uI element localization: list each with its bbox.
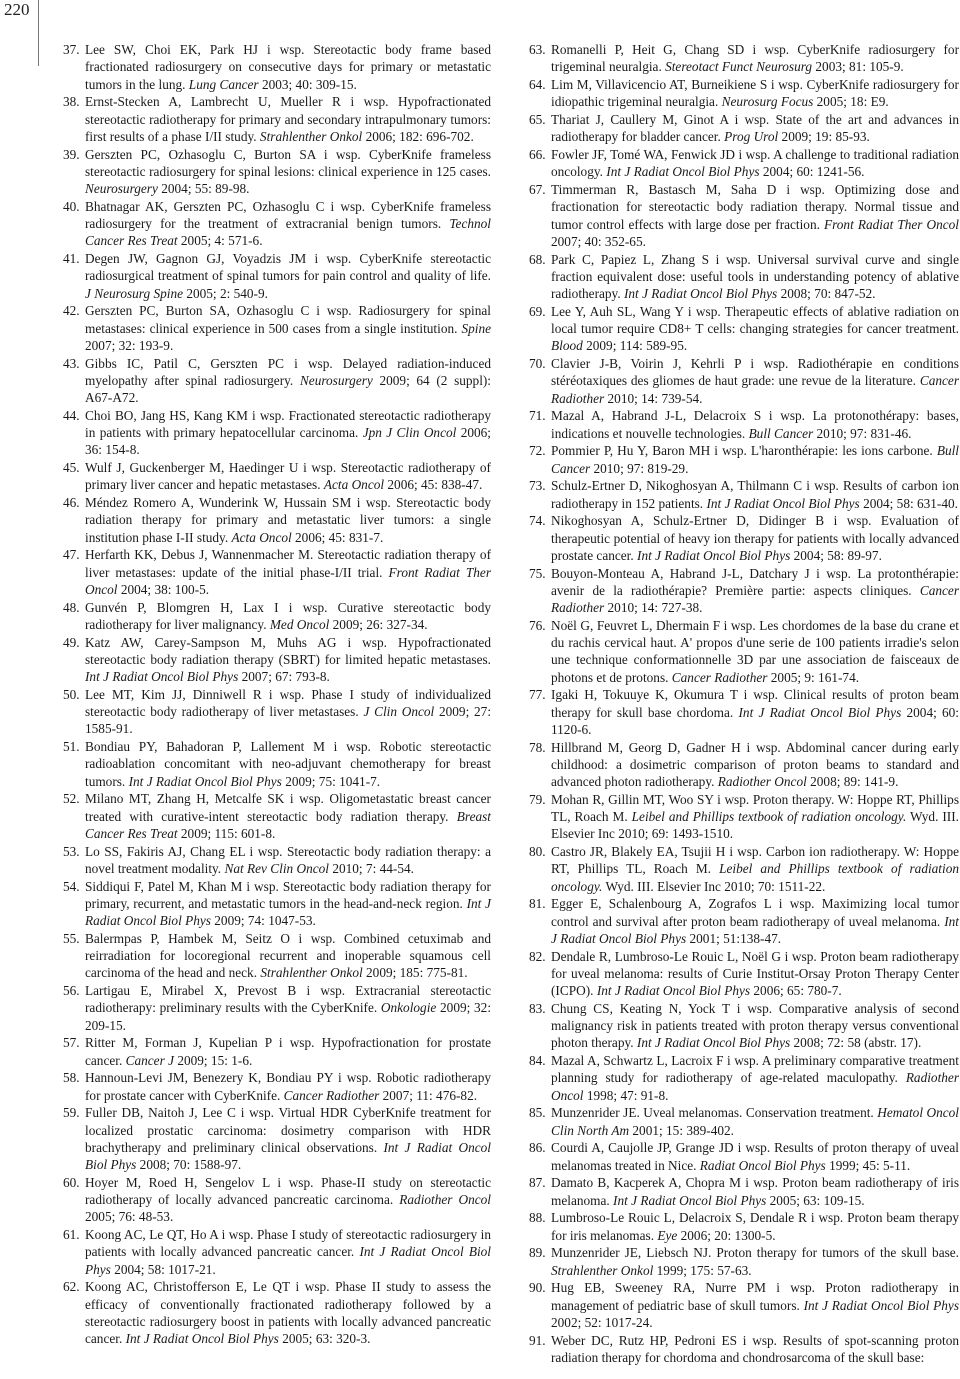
reference-text: Bouyon-Monteau A, Habrand J-L, Datchary J i wsp. La protonthérapie: avenir de la radiothérapie? Première partie: aspects cliniques. — [551, 565, 959, 598]
reference-number: 88. — [529, 1210, 546, 1226]
reference-journal: Lung Cancer — [188, 76, 259, 92]
reference-text: Hug EB, Sweeney RA, Nurre PM i wsp. Proton radiotherapy in management of pediatric base of skull tumors. — [551, 1280, 959, 1313]
references-column-left — [63, 41, 491, 1348]
reference-number: 38. — [63, 94, 80, 110]
reference-journal: Int J Radiat Oncol Biol Phys — [125, 1331, 279, 1346]
reference-citation: 1999; 175: 57-63. — [656, 1262, 752, 1278]
reference-number: 83. — [529, 1000, 546, 1016]
reference-number: 50. — [63, 686, 80, 702]
reference-number: 39. — [63, 146, 80, 162]
reference-journal: Int J Radiat Oncol Biol Phys — [738, 704, 902, 720]
margin-rule — [38, 0, 39, 66]
reference-journal: Int J Radiat Oncol Biol Phys — [85, 1244, 492, 1277]
reference-citation: 1998; 47: 91-8. — [586, 1087, 669, 1103]
reference-number: 42. — [63, 303, 80, 319]
reference-citation: 2004; 55: 89-98. — [161, 181, 250, 196]
references-column-right — [529, 41, 959, 1367]
reference-entry — [529, 791, 959, 843]
reference-citation: 2006; 182: 696-702. — [365, 128, 474, 144]
reference-journal: Int J Radiat Oncol Biol Phys — [623, 286, 778, 301]
reference-citation: 2008; 89: 141-9. — [810, 774, 899, 789]
reference-text: Choi BO, Jang HS, Kang KM i wsp. Fractionated stereotactic radiotherapy in patients with primary hepatocellular carcinoma. — [85, 407, 491, 440]
reference-citation: 2010; 14: 739-54. — [607, 390, 703, 406]
reference-citation: 2008; 70: 1588-97. — [139, 1157, 242, 1172]
reference-text: Hoyer M, Roed H, Sengelov L i wsp. Phase-II study on stereotactic radiotherapy of locally advanced pancreatic carcinoma. — [85, 1174, 491, 1207]
reference-text: Ernst-Stecken A, Lambrecht U, Mueller R i wsp. Hypofractionated stereotactic radiotherapy for primary and secondary intrapulmonary tumors: first results of a phase I/II study. — [85, 94, 491, 144]
reference-text: Lo SS, Fakiris AJ, Chang EL i wsp. Stereotactic body radiation therapy: a novel treatment modality. — [85, 843, 491, 876]
reference-number: 54. — [63, 878, 80, 894]
reference-journal: Leibel and Phillips textbook of radiation oncology. — [631, 809, 907, 824]
reference-text: Thariat J, Caullery M, Ginot A i wsp. State of the art and advances in radiotherapy for bladder cancer. — [551, 112, 959, 145]
reference-number: 73. — [529, 478, 546, 494]
reference-entry — [529, 407, 959, 442]
reference-journal: Neurosurgery — [299, 372, 373, 388]
reference-text: Siddiqui F, Patel M, Khan M i wsp. Stereotactic body radiation therapy for primary, recurrent, and metastatic tumors in the head-and-neck region. — [85, 878, 491, 911]
reference-citation: 2004; 58: 89-97. — [793, 547, 882, 563]
reference-text: Chung CS, Keating N, Yock T i wsp. Comparative analysis of second malignancy risk in patients treated with proton therapy versus conventional photon therapy. — [551, 1000, 959, 1051]
reference-citation: 2010; 97: 819-29. — [593, 460, 689, 476]
reference-number: 37. — [63, 42, 80, 57]
reference-citation: 2004; 58: 1017-21. — [114, 1261, 216, 1277]
reference-number: 63. — [529, 42, 546, 57]
reference-text: Dendale R, Lumbroso-Le Rouic L, Noël G i wsp. Proton beam radiotherapy for uveal melanoma: results of Curie Institut-Orsay Proton Therapy Center (ICPO). — [551, 948, 959, 998]
reference-journal: Acta Oncol — [231, 529, 292, 545]
reference-citation: Wyd. III. Elsevier Inc 2010; 70: 1511-22. — [605, 878, 826, 894]
reference-number: 62. — [63, 1279, 80, 1295]
reference-text: Milano MT, Zhang H, Metcalfe SK i wsp. Oligometastatic breast cancer treated with curative-intent stereotactic body radiation therapy. — [85, 791, 491, 824]
reference-citation: 2007; 11: 476-82. — [382, 1087, 478, 1103]
reference-text: Egger E, Schalenbourg A, Zografos L i wsp. Maximizing local tumor control and survival after proton beam radiotherapy of uveal melanoma. — [551, 896, 959, 929]
reference-citation: 2009; 115: 601-8. — [180, 825, 276, 841]
reference-entry — [63, 146, 491, 198]
reference-text: Degen JW, Gagnon GJ, Voyadzis JM i wsp. CyberKnife stereotactic radiosurgical treatment of spinal tumors for pain control and quality of life. — [85, 251, 491, 284]
reference-journal: Int J Radiat Oncol Biol Phys — [606, 164, 760, 180]
reference-number: 78. — [529, 739, 546, 755]
reference-number: 40. — [63, 198, 80, 214]
reference-citation: 2003; 81: 105-9. — [815, 59, 904, 75]
reference-text: Pommier P, Hu Y, Baron MH i wsp. L'haronthérapie: les ions carbone. — [551, 443, 933, 459]
reference-citation: 2001; 15: 389-402. — [632, 1122, 734, 1138]
reference-journal: Neurosurgery — [85, 181, 158, 196]
reference-entry — [63, 1034, 491, 1069]
reference-text: Koong AC, Christofferson E, Le QT i wsp. Phase II study to assess the efficacy of conventionally fractionated radiotherapy followed by a stereotactic radiosurgery boost in patients with locally advanced pancreatic cancer. — [85, 1279, 491, 1346]
reference-text: Hannoun-Levi JM, Benezery K, Bondiau PY i wsp. Robotic radiotherapy for prostate cancer with CyberKnife. — [85, 1070, 491, 1103]
reference-citation: 2010; 7: 44-54. — [332, 860, 414, 876]
reference-entry — [529, 1104, 959, 1139]
reference-number: 69. — [529, 303, 546, 319]
reference-journal: Acta Oncol — [323, 477, 385, 493]
reference-text: Timmerman R, Bastasch M, Saha D i wsp. Optimizing dose and fractionation for stereotactic body radiation therapy. Normal tissue and tumor control effects with large dose per fraction. — [551, 182, 959, 232]
reference-entry — [63, 93, 491, 145]
reference-text: Wulf J, Guckenberger M, Haedinger U i wsp. Stereotactic radiotherapy of primary liver cancer and hepatic metastases. — [85, 460, 491, 493]
reference-journal: Cancer J — [125, 1052, 174, 1068]
reference-citation: 2009; 27: 1585-91. — [85, 704, 492, 737]
reference-entry — [529, 617, 959, 686]
reference-entry — [63, 982, 491, 1034]
reference-text: Courdi A, Caujolle JP, Grange JD i wsp. Results of proton therapy of uveal melanomas treated in Nice. — [551, 1140, 959, 1173]
reference-entry — [63, 546, 491, 598]
reference-journal: Spine — [461, 320, 492, 336]
reference-journal: Jpn J Clin Oncol — [362, 425, 457, 440]
reference-journal: Leibel and Phillips textbook of radiation oncology. — [551, 861, 959, 894]
reference-citation: 2004; 60: 1241-56. — [762, 164, 865, 180]
reference-entry — [529, 686, 959, 738]
reference-journal: Eye — [657, 1227, 678, 1243]
reference-citation: 2007; 32: 193-9. — [85, 337, 174, 353]
reference-entry — [63, 494, 491, 546]
reference-journal: Front Radiat Ther Oncol — [85, 564, 491, 597]
reference-journal: Int J Radiat Oncol Biol Phys — [85, 895, 492, 928]
reference-entry — [63, 459, 491, 494]
reference-number: 47. — [63, 547, 80, 563]
reference-text: Bhatnagar AK, Gerszten PC, Ozhasoglu C i wsp. CyberKnife frameless radiosurgery for the treatment of extracranial benign tumors. — [85, 198, 491, 231]
reference-text: Park C, Papiez L, Zhang S i wsp. Universal survival curve and single fraction equivalent dose: useful tools in understanding potency of ablative radiotherapy. — [551, 251, 959, 301]
reference-number: 58. — [63, 1070, 80, 1086]
reference-journal: Int J Radiat Oncol Biol Phys — [637, 547, 791, 563]
reference-citation: 2005; 4: 571-6. — [180, 233, 263, 249]
reference-citation: 2008; 72: 58 (abstr. 17). — [793, 1035, 922, 1051]
reference-number: 66. — [529, 147, 546, 162]
reference-entry — [63, 41, 491, 93]
reference-journal: Cancer Radiother — [671, 669, 768, 685]
reference-number: 67. — [529, 182, 546, 197]
reference-text: Lee Y, Auh SL, Wang Y i wsp. Therapeutic effects of ablative radiation on local tumor require CD8+ T cells: changing strategies for cancer treatment. — [551, 303, 959, 336]
reference-citation: 2003; 40: 309-15. — [261, 76, 357, 92]
reference-citation: Wyd. III. Elsevier Inc 2010; 69: 1493-1510. — [551, 809, 959, 842]
reference-text: Noël G, Feuvret L, Dhermain F i wsp. Les chordomes de la base du crane et du rachis cervical haut. A' propos d'une serie de 100 patients irradie's selon une technique conformationnelle 3D par une association de faisceaux de photons et de protons. — [551, 617, 959, 685]
reference-number: 84. — [529, 1053, 546, 1068]
reference-entry — [529, 1244, 959, 1279]
reference-journal: Int J Radiat Oncol Biol Phys — [85, 1139, 491, 1172]
reference-entry — [63, 250, 491, 302]
reference-text: Schulz-Ertner D, Nikoghosyan A, Thilmann C i wsp. Results of carbon ion radiotherapy in 152 patients. — [551, 478, 959, 511]
reference-text: Hillbrand M, Georg D, Gadner H i wsp. Abdominal cancer during early childhood: a dosimetric comparison of proton beams to standard and advanced photon radiotherapy. — [551, 739, 959, 789]
reference-journal: J Clin Oncol — [363, 704, 435, 719]
reference-citation: 2008; 70: 847-52. — [780, 286, 876, 301]
reference-journal: Bull Cancer — [748, 425, 814, 441]
reference-entry — [529, 1000, 959, 1052]
reference-text: Munzenrider JE. Uveal melanomas. Conservation treatment. — [551, 1105, 874, 1121]
reference-text: Lim M, Villavicencio AT, Burneikiene S i wsp. CyberKnife radiosurgery for idiopathic trigeminal neuralgia. — [551, 77, 959, 110]
reference-entry — [529, 895, 959, 947]
reference-journal: Int J Radiat Oncol Biol Phys — [613, 1192, 767, 1208]
reference-citation: 2009; 75: 1041-7. — [285, 773, 381, 789]
reference-text: Damato B, Kacperek A, Chopra M i wsp. Proton beam radiotherapy of iris melanoma. — [551, 1175, 959, 1208]
reference-number: 72. — [529, 443, 546, 459]
reference-number: 90. — [529, 1280, 546, 1296]
reference-number: 56. — [63, 983, 80, 998]
reference-number: 44. — [63, 407, 80, 423]
reference-text: Weber DC, Rutz HP, Pedroni ES i wsp. Results of spot-scanning proton radiation therapy for chordoma and chondrosarcoma of the skull base: — [551, 1332, 959, 1365]
reference-entry — [63, 1069, 491, 1104]
reference-journal: Int J Radiat Oncol Biol Phys — [803, 1297, 959, 1313]
reference-entry — [529, 442, 959, 477]
reference-number: 61. — [63, 1227, 80, 1242]
reference-entry — [529, 76, 959, 111]
reference-text: Mohan R, Gillin MT, Woo SY i wsp. Proton therapy. W: Hoppe RT, Phillips TL, Roach M. — [551, 791, 959, 824]
reference-entry — [529, 1174, 959, 1209]
reference-number: 53. — [63, 843, 80, 859]
reference-citation: 2006; 20: 1300-5. — [680, 1227, 776, 1243]
reference-number: 75. — [529, 565, 546, 581]
reference-entry — [63, 599, 491, 634]
reference-citation: 2006; 36: 154-8. — [85, 425, 491, 458]
reference-number: 41. — [63, 251, 80, 266]
reference-journal: Bull Cancer — [551, 443, 960, 476]
reference-journal: Int J Radiat Oncol Biol Phys — [596, 983, 751, 998]
reference-citation: 2002; 52: 1017-24. — [551, 1314, 653, 1330]
reference-number: 48. — [63, 599, 80, 615]
reference-citation: 2005; 18: E9. — [816, 94, 889, 110]
reference-number: 71. — [529, 408, 546, 424]
reference-citation: 2005; 63: 109-15. — [769, 1192, 865, 1208]
reference-journal: Int J Radiat Oncol Biol Phys — [551, 913, 959, 946]
reference-text: Fowler JF, Tomé WA, Fenwick JD i wsp. A challenge to traditional radiation oncology. — [551, 147, 959, 180]
reference-citation: 2004; 58: 631-40. — [863, 495, 958, 511]
reference-entry — [529, 948, 959, 1000]
reference-journal: Int J Radiat Oncol Biol Phys — [636, 1035, 791, 1051]
reference-entry — [529, 1332, 959, 1367]
reference-text: Munzenrider JE, Liebsch NJ. Proton therapy for tumors of the skull base. — [551, 1245, 959, 1261]
reference-number: 91. — [529, 1332, 546, 1348]
reference-citation: 1999; 45: 5-11. — [829, 1157, 911, 1173]
reference-journal: Stereotact Funct Neurosurg — [665, 59, 813, 75]
reference-citation: 2006; 45: 831-7. — [295, 529, 384, 545]
reference-citation: 2010; 14: 727-38. — [607, 600, 703, 615]
reference-text: Lumbroso-Le Rouic L, Delacroix S, Dendale R i wsp. Proton beam therapy for iris melanomas. — [551, 1210, 959, 1243]
reference-number: 86. — [529, 1140, 546, 1156]
reference-text: Igaki H, Tokuuye K, Okumura T i wsp. Clinical results of proton beam therapy for skull base chordoma. — [551, 687, 959, 720]
reference-number: 89. — [529, 1245, 546, 1261]
reference-number: 76. — [529, 617, 546, 633]
reference-entry — [63, 930, 491, 982]
reference-citation: 2009; 26: 327-34. — [332, 616, 428, 632]
reference-entry — [63, 878, 491, 930]
reference-number: 77. — [529, 687, 546, 703]
reference-entry — [529, 146, 959, 181]
reference-journal: Int J Radiat Oncol Biol Phys — [128, 773, 282, 789]
reference-journal: Int J Radiat Oncol Biol Phys — [85, 669, 239, 684]
reference-number: 85. — [529, 1105, 546, 1121]
reference-entry — [63, 1174, 491, 1226]
reference-journal: Cancer Radiother — [283, 1087, 380, 1103]
reference-journal: Strahlenther Onkol — [551, 1262, 654, 1278]
reference-entry — [529, 1209, 959, 1244]
reference-journal: Radiat Oncol Biol Phys — [699, 1157, 826, 1173]
reference-entry — [63, 634, 491, 686]
reference-text: Balermpas P, Hambek M, Seitz O i wsp. Combined cetuximab and reirradiation for locoregional recurrent and inoperable squamous cell carcinoma of the head and neck. — [85, 930, 491, 981]
reference-journal: Hematol Oncol Clin North Am — [551, 1105, 959, 1138]
reference-entry — [63, 1104, 491, 1173]
page-number: 220 — [4, 0, 30, 19]
reference-entry — [63, 790, 491, 842]
reference-entry — [529, 181, 959, 250]
reference-entry — [63, 302, 491, 354]
reference-journal: Cancer Radiother — [551, 582, 959, 615]
reference-number: 51. — [63, 739, 80, 754]
reference-journal: J Neurosurg Spine — [85, 285, 183, 301]
reference-citation: 2010; 97: 831-46. — [816, 425, 912, 441]
reference-number: 68. — [529, 251, 546, 267]
reference-journal: Strahlenther Onkol — [260, 965, 363, 981]
reference-text: Herfarth KK, Debus J, Wannenmacher M. Stereotactic radiation therapy of liver metastases: update of the initial phase-I/II trial. — [85, 547, 491, 580]
reference-text: Koong AC, Le QT, Ho A i wsp. Phase I study of stereotactic radiosurgery in patients with locally advanced pancreatic cancer. — [85, 1227, 491, 1260]
reference-text: Castro JR, Blakely EA, Tsujii H i wsp. Carbon ion radiotherapy. W: Hoppe RT, Phillips TL, Roach M. — [551, 844, 959, 877]
reference-number: 52. — [63, 791, 80, 807]
reference-citation: 2009; 64 (2 suppl): A67-A72. — [85, 372, 492, 405]
reference-journal: Radiother Oncol — [399, 1192, 492, 1207]
reference-journal: Med Oncol — [269, 616, 330, 632]
reference-number: 74. — [529, 513, 546, 529]
reference-number: 59. — [63, 1105, 80, 1121]
reference-number: 43. — [63, 355, 80, 371]
reference-number: 65. — [529, 112, 546, 127]
reference-entry — [63, 1226, 491, 1278]
reference-journal: Strahlenther Onkol — [259, 128, 363, 144]
reference-citation: 2001; 51:138-47. — [689, 930, 782, 946]
reference-entry — [529, 1279, 959, 1331]
reference-entry — [63, 686, 491, 738]
reference-text: Fuller DB, Naitoh J, Lee C i wsp. Virtual HDR CyberKnife treatment for localized prostatic carcinoma: dosimetry comparison with HDR brachytherapy and preliminary clinical observations. — [85, 1105, 491, 1155]
reference-entry — [63, 1278, 491, 1347]
reference-citation: 2009; 74: 1047-53. — [214, 913, 316, 928]
reference-citation: 2004; 60: 1120-6. — [551, 704, 960, 737]
reference-text: Gibbs IC, Patil C, Gerszten PC i wsp. Delayed radiation-induced myelopathy after spinal radiosurgery. — [85, 355, 491, 388]
reference-text: Lee MT, Kim JJ, Dinniwell R i wsp. Phase I study of individualized stereotactic body radiotherapy of liver metastases. — [85, 686, 491, 719]
reference-text: Gunvén P, Blomgren H, Lax I i wsp. Curative stereotactic body radiotherapy for liver malignancy. — [85, 599, 491, 632]
reference-journal: Breast Cancer Res Treat — [85, 808, 491, 841]
reference-journal: Radiother Oncol — [717, 774, 807, 789]
reference-citation: 2006; 45: 838-47. — [387, 477, 483, 493]
reference-journal: Blood — [551, 338, 583, 354]
reference-citation: 2005; 76: 48-53. — [85, 1209, 174, 1225]
reference-number: 55. — [63, 930, 80, 946]
reference-entry — [63, 843, 491, 878]
reference-text: Gerszten PC, Ozhasoglu C, Burton SA i wsp. CyberKnife frameless stereotactic radiosurgery for spinal lesions: clinical experience in 125 cases. — [85, 146, 491, 179]
reference-entry — [63, 738, 491, 790]
reference-citation: 2007; 40: 352-65. — [551, 233, 646, 249]
reference-number: 70. — [529, 356, 546, 371]
reference-number: 79. — [529, 791, 546, 807]
reference-journal: Nat Rev Clin Oncol — [224, 860, 329, 876]
reference-entry — [529, 355, 959, 407]
reference-text: Nikoghosyan A, Schulz-Ertner D, Didinger B i wsp. Evaluation of therapeutic potential of heavy ion therapy for patients with locally advanced prostate cancer. — [551, 513, 959, 563]
reference-citation: 2005; 63: 320-3. — [282, 1331, 371, 1346]
reference-number: 64. — [529, 77, 546, 92]
reference-entry — [529, 303, 959, 355]
reference-journal: Neurosurg Focus — [721, 94, 814, 110]
reference-journal: Cancer Radiother — [551, 373, 959, 406]
reference-citation: 2005; 2: 540-9. — [186, 285, 268, 301]
reference-number: 82. — [529, 948, 546, 964]
reference-citation: 2004; 38: 100-5. — [120, 581, 210, 597]
reference-citation: 2007; 67: 793-8. — [241, 669, 330, 684]
reference-number: 57. — [63, 1035, 80, 1051]
reference-text: Clavier J-B, Voirin J, Kehrli P i wsp. Radiothérapie en conditions stéréotaxiques des gliomes de haut grade: une revue de la literature. — [551, 356, 959, 389]
reference-entry — [529, 739, 959, 791]
reference-journal: Prog Urol — [724, 129, 779, 145]
reference-entry — [529, 251, 959, 303]
reference-number: 49. — [63, 634, 80, 650]
reference-text: Gerszten PC, Burton SA, Ozhasoglu C i wsp. Radiosurgery for spinal metastases: clinical experience in 500 cases from a single institution. — [85, 303, 491, 336]
reference-entry — [529, 477, 959, 512]
reference-citation: 2009; 114: 589-95. — [586, 338, 688, 354]
reference-journal: Radiother Oncol — [551, 1070, 959, 1103]
reference-journal: Technol Cancer Res Treat — [85, 216, 491, 249]
reference-text: Lartigau E, Mirabel X, Prevost B i wsp. Extracranial stereotactic radiotherapy: preliminary results with the CyberKnife. — [85, 983, 491, 1016]
reference-journal: Onkologie — [380, 1000, 437, 1016]
reference-number: 87. — [529, 1175, 546, 1191]
reference-citation: 2005; 9: 161-74. — [770, 669, 860, 685]
reference-text: Ritter M, Forman J, Kupelian P i wsp. Hypofractionation for prostate cancer. — [85, 1035, 491, 1068]
reference-entry — [63, 407, 491, 459]
reference-citation: 2009; 185: 775-81. — [366, 965, 468, 981]
reference-text: Mazal A, Schwartz L, Lacroix F i wsp. A preliminary comparative treatment planning study for radiotherapy of age-related maculopathy. — [551, 1053, 959, 1086]
reference-entry — [63, 355, 491, 407]
reference-number: 81. — [529, 896, 546, 912]
reference-entry — [529, 1139, 959, 1174]
reference-citation: 2006; 65: 780-7. — [753, 983, 842, 998]
reference-journal: Int J Radiat Oncol Biol Phys — [706, 495, 860, 511]
reference-journal: Front Radiat Ther Oncol — [823, 216, 959, 232]
reference-text: Méndez Romero A, Wunderink W, Hussain SM i wsp. Stereotactic body radiation therapy for primary and metastatic liver tumors: a single institution phase I-II study. — [85, 495, 491, 545]
reference-number: 80. — [529, 844, 546, 859]
reference-entry — [63, 198, 491, 250]
reference-text: Mazal A, Habrand J-L, Delacroix S i wsp. La protonothérapy: bases, indications et nouvelle technologies. — [551, 408, 959, 441]
reference-citation: 2009; 19: 85-93. — [781, 129, 870, 145]
reference-text: Katz AW, Carey-Sampson M, Muhs AG i wsp. Hypofractionated stereotactic body radiation therapy (SBRT) for limited hepatic metastases. — [85, 634, 491, 667]
reference-text: Romanelli P, Heit G, Chang SD i wsp. CyberKnife radiosurgery for trigeminal neuralgia. — [551, 42, 959, 75]
reference-number: 60. — [63, 1174, 80, 1190]
reference-entry — [529, 843, 959, 895]
reference-entry — [529, 1052, 959, 1104]
reference-citation: 2009; 15: 1-6. — [177, 1052, 253, 1068]
reference-entry — [529, 565, 959, 617]
reference-entry — [529, 111, 959, 146]
reference-citation: 2009; 32: 209-15. — [85, 1000, 492, 1033]
reference-text: Bondiau PY, Bahadoran P, Lallement M i wsp. Robotic stereotactic radioablation concomitant with neo-adjuvant chemotherapy for breast tumors. — [85, 739, 491, 789]
reference-entry — [529, 41, 959, 76]
reference-number: 46. — [63, 495, 80, 510]
reference-number: 45. — [63, 460, 80, 475]
reference-text: Lee SW, Choi EK, Park HJ i wsp. Stereotactic body frame based fractionated radiosurgery on consecutive days for primary or metastatic tumors in the lung. — [85, 42, 491, 92]
reference-entry — [529, 512, 959, 564]
